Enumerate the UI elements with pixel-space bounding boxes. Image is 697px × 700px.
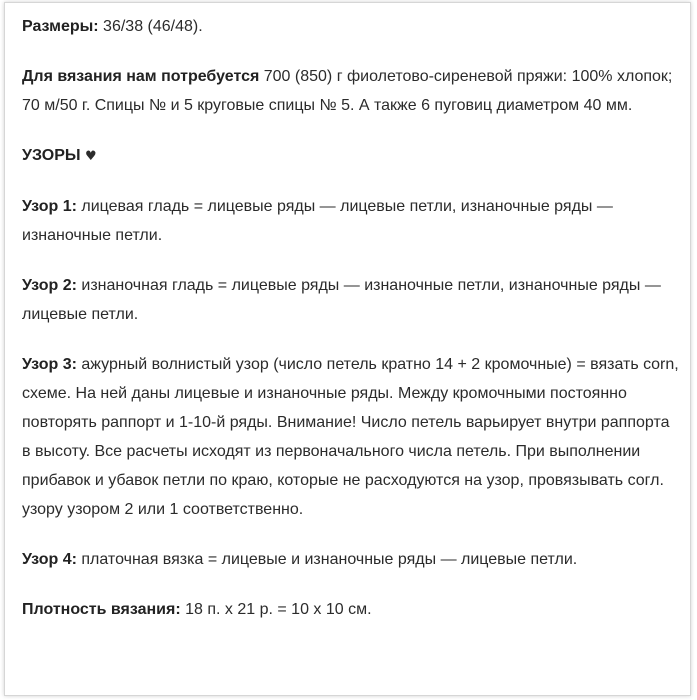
- patterns-heading-label: УЗОРЫ: [22, 147, 81, 164]
- article-frame: [4, 2, 691, 696]
- pattern2-text: изнаночная гладь = лицевые ряды — изнаночные петли, изнаночные ряды — лицевые петли.: [22, 277, 661, 323]
- pattern3-text: ажурный волнистый узор (число петель кратно 14 + 2 кромочные) = вязать corn, схеме. На ней даны лицевые и изнаночные ряды. Между кромочными постоянно повторять раппорт и 1-10-й ряды. Внимание! Число петель варьирует внутри раппорта в высоту. Все расчеты исходят из первоначального числа петель. При выполнении прибавок и убавок петли по краю, которые не расходуются на узор, провязывать согл. узору узором 2 или 1 соответственно.: [22, 356, 679, 518]
- heart-icon: ♥: [85, 149, 97, 164]
- pattern4-paragraph: [22, 545, 682, 574]
- pattern2-label: Узор 2:: [22, 277, 77, 294]
- density-text: 18 п. х 21 р. = 10 х 10 см.: [180, 601, 372, 618]
- pattern2-paragraph: [22, 271, 682, 329]
- pattern3-paragraph: [22, 350, 682, 524]
- pattern1-paragraph: [22, 192, 682, 250]
- sizes-label: Размеры:: [22, 18, 99, 35]
- sizes-text: 36/38 (46/48).: [98, 18, 203, 35]
- density-paragraph: [22, 595, 682, 624]
- pattern3-label: Узор 3:: [22, 356, 77, 373]
- materials-label: Для вязания нам потребуется: [22, 68, 260, 85]
- pattern1-text: лицевая гладь = лицевые ряды — лицевые петли, изнаночные ряды — изнаночные петли.: [22, 198, 613, 244]
- materials-text: 700 (850) г фиолетово-сиреневой пряжи: 100% хлопок; 70 м/50 г. Спицы № и 5 круговые спицы № 5. А также 6 пуговиц диаметром 40 мм.: [22, 68, 673, 114]
- patterns-heading: [22, 141, 682, 171]
- density-label: Плотность вязания:: [22, 601, 181, 618]
- pattern4-label: Узор 4:: [22, 551, 77, 568]
- pattern1-label: Узор 1:: [22, 198, 77, 215]
- article-content: [22, 12, 682, 645]
- sizes-paragraph: [22, 12, 682, 41]
- pattern4-text: платочная вязка = лицевые и изнаночные ряды — лицевые петли.: [76, 551, 578, 568]
- materials-paragraph: [22, 62, 682, 120]
